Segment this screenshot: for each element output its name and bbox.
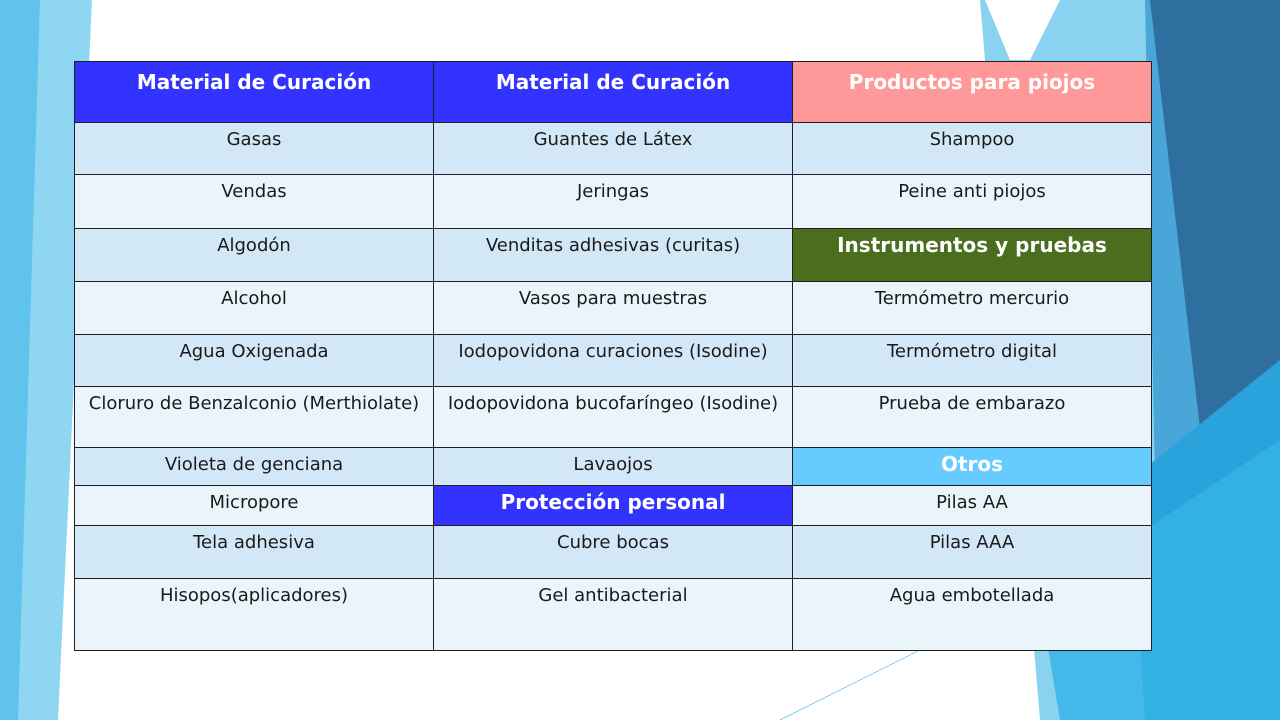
table-cell: Venditas adhesivas (curitas): [434, 229, 793, 282]
table-cell: Algodón: [75, 229, 434, 282]
table-cell: Micropore: [75, 486, 434, 526]
table-cell: Guantes de Látex: [434, 123, 793, 175]
table-cell: Iodopovidona bucofaríngeo (Isodine): [434, 387, 793, 448]
table-cell: Jeringas: [434, 175, 793, 229]
section-header-instrumentos: Instrumentos y pruebas: [793, 229, 1152, 282]
table-cell: Iodopovidona curaciones (Isodine): [434, 335, 793, 387]
header-col2: Material de Curación: [434, 62, 793, 123]
table-cell: Pilas AA: [793, 486, 1152, 526]
supplies-table: [74, 61, 1152, 651]
table-cell: Gasas: [75, 123, 434, 175]
table-cell: Violeta de genciana: [75, 448, 434, 486]
table-cell: Cubre bocas: [434, 526, 793, 579]
table-cell: Cloruro de Benzalconio (Merthiolate): [75, 387, 434, 448]
table-cell: Prueba de embarazo: [793, 387, 1152, 448]
section-header-otros: Otros: [793, 448, 1152, 486]
table-cell: Vendas: [75, 175, 434, 229]
table-cell: Alcohol: [75, 282, 434, 335]
table-cell: Agua Oxigenada: [75, 335, 434, 387]
header-col1: Material de Curación: [75, 62, 434, 123]
table-cell: Pilas AAA: [793, 526, 1152, 579]
table-cell: Vasos para muestras: [434, 282, 793, 335]
table-cell: Lavaojos: [434, 448, 793, 486]
table-cell: Gel antibacterial: [434, 579, 793, 651]
table-cell: Shampoo: [793, 123, 1152, 175]
table-cell: Agua embotellada: [793, 579, 1152, 651]
table-cell: Hisopos(aplicadores): [75, 579, 434, 651]
section-header-proteccion: Protección personal: [434, 486, 793, 526]
header-col3: Productos para piojos: [793, 62, 1152, 123]
table-cell: Termómetro mercurio: [793, 282, 1152, 335]
table-cell: Tela adhesiva: [75, 526, 434, 579]
table-cell: Termómetro digital: [793, 335, 1152, 387]
table-cell: Peine anti piojos: [793, 175, 1152, 229]
